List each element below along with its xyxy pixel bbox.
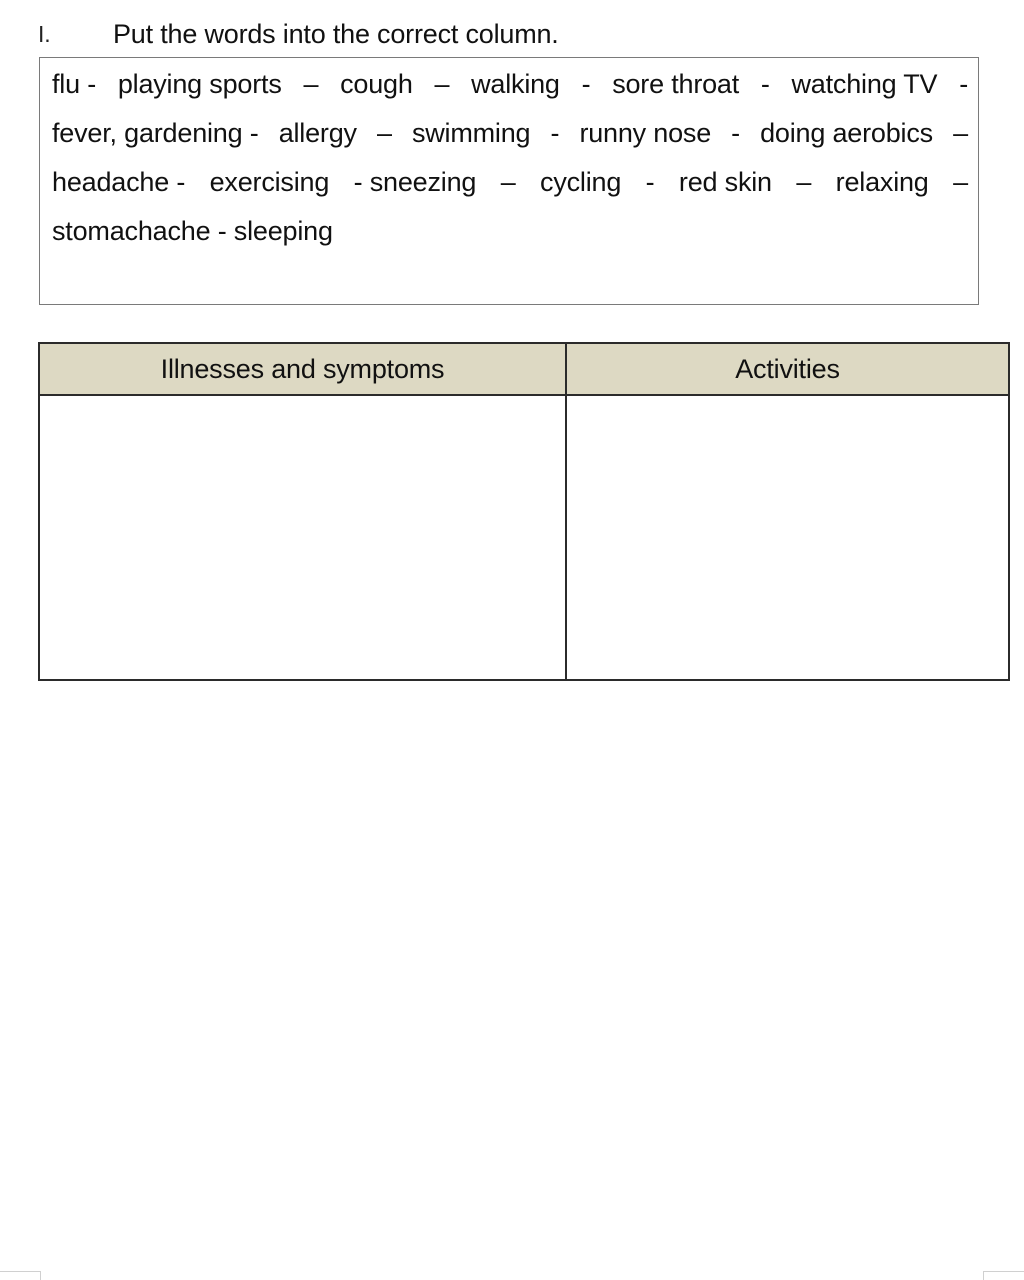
page-corner-mark-right — [983, 1271, 1024, 1280]
word-token: doing aerobics — [760, 118, 933, 148]
word-token: relaxing — [835, 167, 929, 197]
word-token: - sneezing — [353, 167, 477, 197]
word-token: exercising — [209, 167, 330, 197]
word-separator: - — [581, 69, 591, 99]
sorting-table — [38, 342, 1010, 681]
task-number: I. — [38, 20, 51, 47]
word-separator: - — [731, 118, 740, 148]
word-token: swimming — [411, 118, 531, 148]
word-token: runny nose — [579, 118, 712, 148]
word-separator: – — [953, 118, 968, 148]
word-token: cough — [340, 69, 413, 99]
word-line — [52, 60, 968, 109]
word-token: watching TV — [791, 69, 938, 99]
word-separator: – — [434, 69, 450, 99]
word-separator: – — [796, 167, 812, 197]
word-token: fever, gardening - — [52, 118, 259, 148]
word-token: allergy — [278, 118, 357, 148]
word-token: stomachache - sleeping — [52, 216, 333, 246]
word-separator: – — [376, 118, 392, 148]
illnesses-answer-cell[interactable] — [39, 395, 566, 680]
word-separator: - — [760, 69, 770, 99]
word-token: walking — [471, 69, 560, 99]
activities-answer-cell[interactable] — [566, 395, 1009, 680]
word-separator: – — [953, 167, 968, 197]
word-box — [39, 57, 979, 305]
word-token: flu - — [52, 69, 97, 99]
word-separator: – — [500, 167, 516, 197]
table-header-row — [39, 343, 1009, 395]
word-token: headache - — [52, 167, 186, 197]
word-token: sore throat — [612, 69, 740, 99]
word-line — [52, 158, 968, 207]
word-separator: - — [959, 69, 968, 99]
word-line — [52, 109, 968, 158]
header-activities: Activities — [566, 343, 1009, 395]
word-token: red skin — [678, 167, 772, 197]
word-separator: - — [645, 167, 655, 197]
word-line — [52, 207, 968, 256]
word-separator: - — [550, 118, 560, 148]
page-corner-mark-left — [0, 1271, 41, 1280]
task-heading — [38, 14, 559, 54]
word-token: playing sports — [117, 69, 282, 99]
header-illnesses-and-symptoms: Illnesses and symptoms — [39, 343, 566, 395]
table-row — [39, 395, 1009, 680]
word-token: cycling — [540, 167, 622, 197]
task-instruction: Put the words into the correct column. — [113, 18, 559, 49]
word-separator: – — [303, 69, 319, 99]
